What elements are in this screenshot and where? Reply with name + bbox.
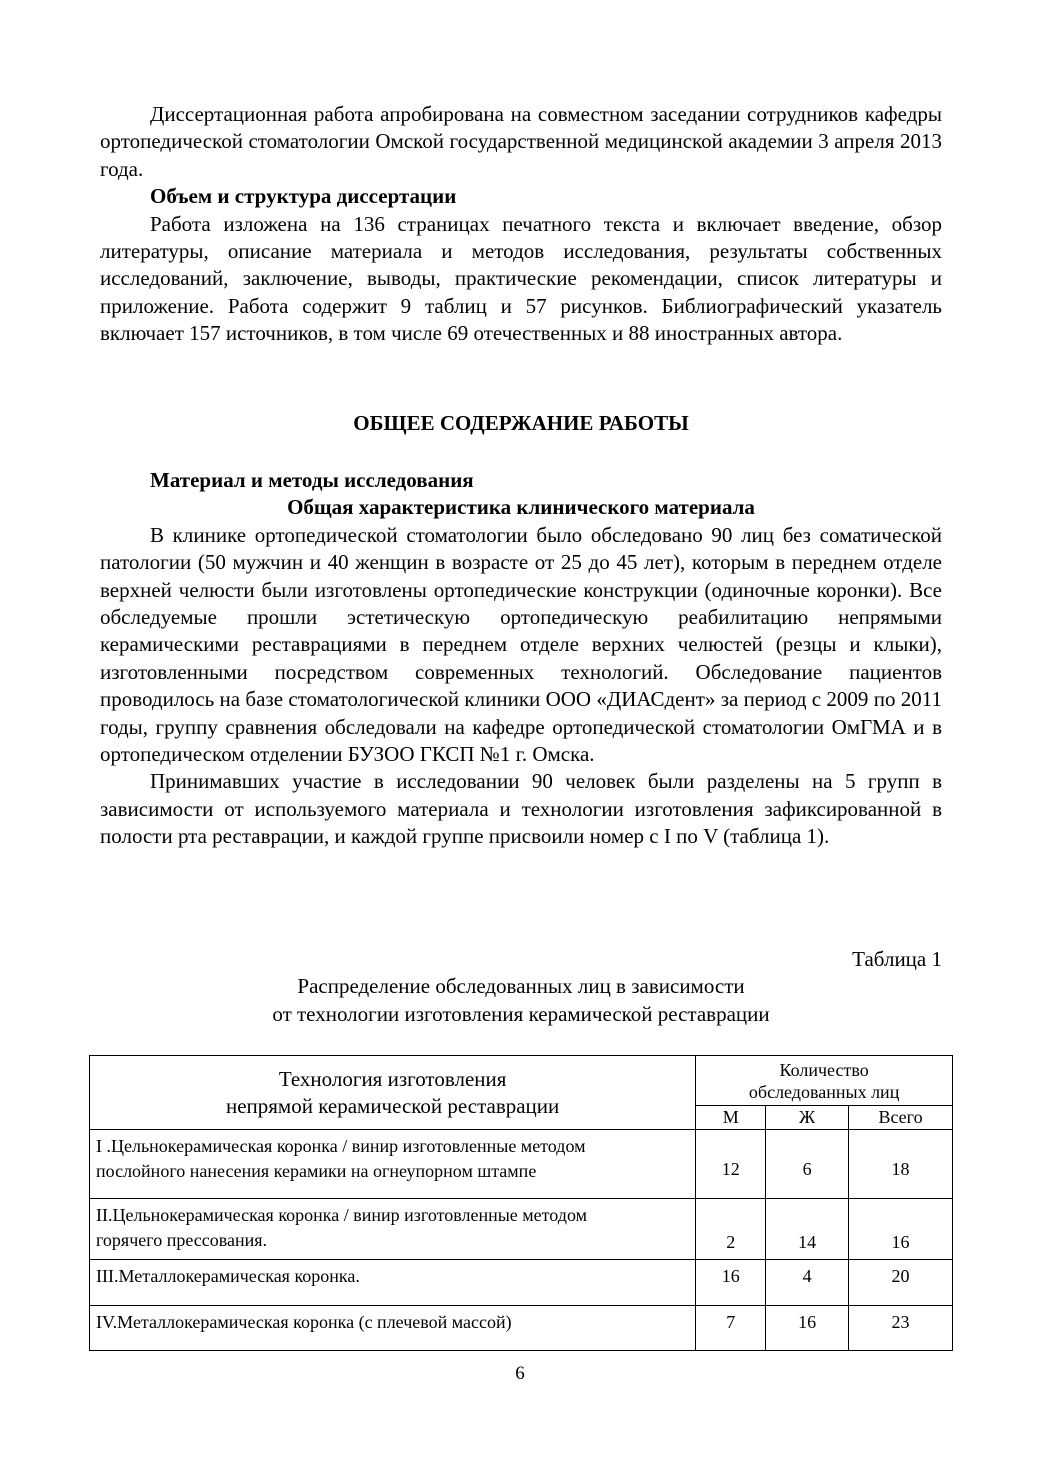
cell-total: 23 bbox=[849, 1306, 953, 1351]
cell-total: 18 bbox=[849, 1130, 953, 1199]
header-technology bbox=[90, 1056, 696, 1130]
cell-m: 2 bbox=[696, 1199, 766, 1260]
paragraph-clinic: В клинике ортопедической стоматологии было обследовано 90 лиц без соматической патологии (50 мужчин и 40 женщин в возрасте от 25 до 45 лет), которым в переднем отделе верхней челюсти были изготовлены ортопедические конструкции (одиночные коронки). Все обследуемые прошли эстетическую ортопедическую реабилитацию непрямыми керамическими реставрациями в переднем отделе верхних челюстей (резцы и клыки), изготовленными посредством современных технологий. Обследование пациентов проводилось на базе стоматологической клиники ООО «ДИАСдент» за период с 2009 по 2011 годы, группу сравнения обследовали на кафедре ортопедической стоматологии ОмГМА и в ортопедическом отделении БУЗОО ГКСП №1 г. Омска. bbox=[100, 522, 942, 767]
row-technology-line1: IV.Металлокерамическая коронка (с плечевой массой) bbox=[96, 1312, 512, 1332]
text-block-methods bbox=[100, 467, 942, 851]
cell-f: 6 bbox=[766, 1130, 849, 1199]
paragraph-structure: Работа изложена на 136 страницах печатного текста и включает введение, обзор литературы, описание материала и методов исследования, результаты собственных исследований, заключение, выводы, практические рекомендации, список литературы и приложение. Работа содержит 9 таблиц и 57 рисунков. Библиографический указатель включает 157 источников, в том числе 69 отечественных и 88 иностранных автора. bbox=[100, 211, 942, 346]
row-technology bbox=[90, 1199, 696, 1260]
header-count-line1: Количество bbox=[779, 1060, 869, 1080]
header-total: Всего bbox=[849, 1106, 953, 1130]
distribution-table bbox=[89, 1055, 953, 1351]
header-technology-line2: непрямой керамической реставрации bbox=[225, 1093, 560, 1118]
row-technology-line2: горячего прессования. bbox=[96, 1230, 268, 1250]
table-row bbox=[90, 1260, 953, 1306]
cell-f: 16 bbox=[766, 1306, 849, 1351]
table-header-row bbox=[90, 1056, 953, 1106]
table-caption-line2: от технологии изготовления керамической реставрации bbox=[272, 1001, 770, 1026]
subheading-clinical: Общая характеристика клинического материала bbox=[287, 495, 755, 520]
text-block-top bbox=[100, 101, 942, 348]
row-technology-line1: III.Металлокерамическая коронка. bbox=[96, 1266, 360, 1286]
header-technology-line1: Технология изготовления bbox=[278, 1066, 507, 1091]
table-row bbox=[90, 1130, 953, 1199]
row-technology-line1: II.Цельнокерамическая коронка / винир изготовленные методом bbox=[96, 1205, 587, 1225]
row-technology-line1: I .Цельнокерамическая коронка / винир изготовленные методом bbox=[96, 1136, 586, 1156]
paragraph-approbation: Диссертационная работа апробирована на совместном заседании сотрудников кафедры ортопедической стоматологии Омской государственной медицинской академии 3 апреля 2013 года. bbox=[100, 102, 942, 181]
cell-m: 16 bbox=[696, 1260, 766, 1306]
row-technology-line2: послойного нанесения керамики на огнеупорном штампе bbox=[96, 1161, 537, 1181]
cell-f: 4 bbox=[766, 1260, 849, 1306]
cell-m: 7 bbox=[696, 1306, 766, 1351]
table-caption-block bbox=[100, 946, 942, 1028]
heading-structure: Объем и структура диссертации bbox=[150, 184, 457, 209]
row-technology bbox=[90, 1260, 696, 1306]
cell-f: 14 bbox=[766, 1199, 849, 1260]
header-f: Ж bbox=[766, 1106, 849, 1130]
page-number: 6 bbox=[515, 1363, 525, 1384]
table-caption-line1: Распределение обследованных лиц в зависимости bbox=[297, 974, 745, 999]
header-m: М bbox=[696, 1106, 766, 1130]
header-count-line2: обследованных лиц bbox=[748, 1082, 900, 1102]
section-title: ОБЩЕЕ СОДЕРЖАНИЕ РАБОТЫ bbox=[353, 411, 689, 435]
heading-methods: Материал и методы исследования bbox=[150, 468, 474, 492]
cell-total: 16 bbox=[849, 1199, 953, 1260]
header-count bbox=[696, 1056, 953, 1106]
row-technology bbox=[90, 1130, 696, 1199]
cell-m: 12 bbox=[696, 1130, 766, 1199]
row-technology bbox=[90, 1306, 696, 1351]
paragraph-groups: Принимавших участие в исследовании 90 человек были разделены на 5 групп в зависимости от используемого материала и технологии изготовления зафиксированной в полости рта реставрации, и каждой группе присвоили номер с I по V (таблица 1). bbox=[100, 769, 942, 849]
table-row bbox=[90, 1306, 953, 1351]
table-label: Таблица 1 bbox=[852, 947, 942, 971]
table-row bbox=[90, 1199, 953, 1260]
cell-total: 20 bbox=[849, 1260, 953, 1306]
section-title-block bbox=[100, 410, 942, 437]
